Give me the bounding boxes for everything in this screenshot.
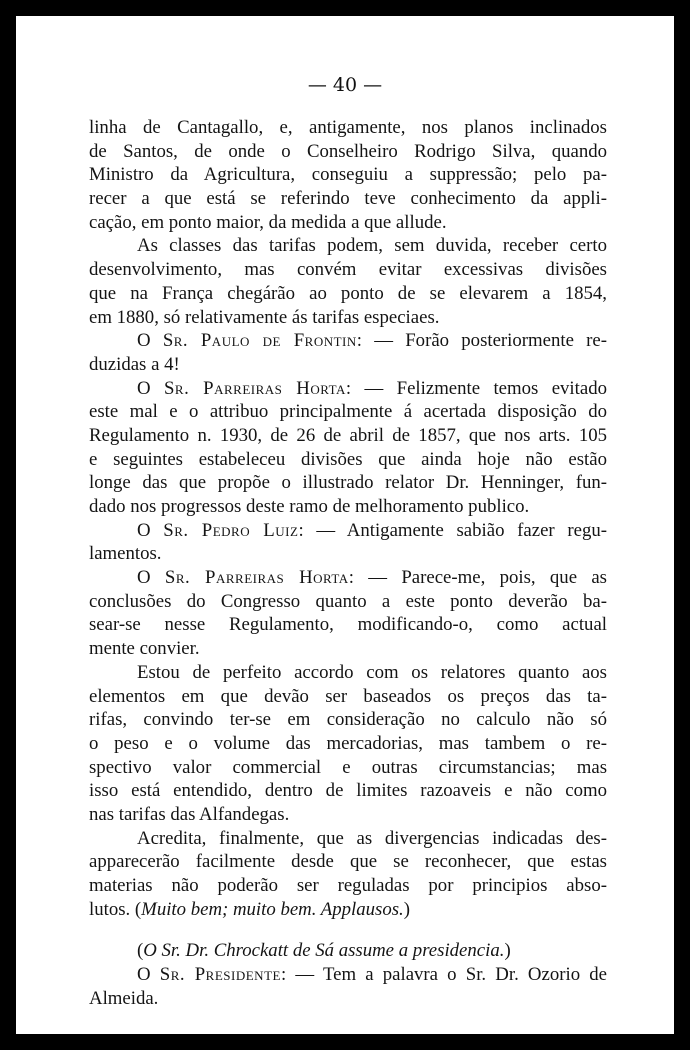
text-fragment: ( <box>137 940 144 962</box>
text-line: duzidas a 4! <box>89 353 180 375</box>
speaker-name: Sr. Parreiras Horta <box>164 567 349 589</box>
text-line: nas tarifas das Alfandegas. <box>89 803 290 825</box>
text-line: dado nos progressos deste ramo de melhoramento publico. <box>89 496 530 517</box>
speech-prefix: O <box>137 377 164 399</box>
text-line: o peso e o volume das mercadorias, mas tambem o re- <box>89 732 607 754</box>
text-line: materias não poderão ser reguladas por principios abso- <box>89 875 607 896</box>
text-line: em 1880, só relativamente ás tarifas especiaes. <box>89 306 440 328</box>
text-line: apparecerão facilmente desde que se reconhecer, que estas <box>89 851 607 873</box>
text-line: rifas, convindo ter-se em consideração no calculo não só <box>89 709 607 731</box>
text-line: Almeida. <box>89 987 159 1009</box>
speech-text: : — Parece-me, pois, que as <box>348 567 607 589</box>
presidency-note <box>89 939 607 963</box>
text-line: linha de Cantagallo, e, antigamente, nos planos inclinados <box>89 117 607 138</box>
speaker-name: Sr. Presidente <box>159 964 281 986</box>
speech-prefix: O <box>137 519 164 541</box>
speech-text: : — Felizmente temos evitado <box>345 377 607 399</box>
speech-luiz <box>89 519 607 543</box>
text-line: Acredita, finalmente, que as divergencias indicadas des- <box>137 827 607 849</box>
text-line: conclusões do Congresso quanto a este ponto deverão ba- <box>89 590 607 612</box>
text-line: recer a que está se referindo teve conhecimento da appli- <box>89 188 607 210</box>
text-line: As classes das tarifas podem, sem duvida, receber certo <box>137 235 607 257</box>
text-line: desenvolvimento, mas convém evitar excessivas divisões <box>89 259 607 281</box>
page-number: — 40 — <box>307 74 383 96</box>
speech-horta-1 <box>89 377 607 401</box>
text-line-applause <box>89 898 607 922</box>
text-line: e seguintes estabeleceu divisões que ainda hoje não estão <box>89 448 607 470</box>
text-fragment: lutos. ( <box>89 898 142 920</box>
speech-horta-2 <box>89 566 607 590</box>
text-line: mente convier. <box>89 638 200 660</box>
speech-text: : — Forão posteriormente re- <box>356 330 608 352</box>
speech-text: : — Tem a palavra o Sr. Dr. Ozorio de <box>280 964 607 986</box>
speech-prefix: O <box>137 330 163 352</box>
page <box>16 16 674 1034</box>
applause-note: Muito bem; muito bem. Applausos. <box>141 898 404 920</box>
text-line: Ministro da Agricultura, conseguiu a suppressão; pelo pa- <box>89 164 607 186</box>
speech-presidente <box>89 963 607 987</box>
text-line: lamentos. <box>89 543 162 565</box>
text-line: de Santos, de onde o Conselheiro Rodrigo Silva, quando <box>89 140 607 162</box>
text-line: elementos em que devão ser baseados os preços das ta- <box>89 685 607 707</box>
speech-text: : — Antigamente sabião fazer regu- <box>298 519 607 541</box>
text-line: Estou de perfeito accordo com os relatores quanto aos <box>137 661 607 683</box>
text-line: este mal e o attribuo principalmente á acertada disposição do <box>89 401 607 423</box>
speaker-name: Sr. Parreiras Horta <box>163 377 346 399</box>
text-line: isso está entendido, dentro de limites razoaveis e não como <box>89 780 607 802</box>
speech-frontin <box>89 329 607 353</box>
speaker-name: Sr. Paulo de Frontin <box>162 330 357 352</box>
text-line: que na França chegárão ao ponto de se elevarem a 1854, <box>89 282 607 304</box>
text-line: Regulamento n. 1930, de 26 de abril de 1857, que nos arts. 105 <box>89 424 607 446</box>
speech-prefix: O <box>137 567 165 589</box>
body-text <box>89 116 607 1010</box>
text-fragment: ) <box>403 898 411 920</box>
speech-prefix: O <box>137 964 160 986</box>
text-line: cação, em ponto maior, da medida a que allude. <box>89 211 447 233</box>
text-line: sear-se nesse Regulamento, modificando-o, como actual <box>89 614 607 636</box>
presidency-note-text: O Sr. Dr. Chrockatt de Sá assume a presidencia. <box>143 940 505 962</box>
text-line: spectivo valor commercial e outras circumstancias; mas <box>89 756 607 778</box>
text-fragment: ) <box>504 940 511 962</box>
text-line: longe das que propõe o illustrado relator Dr. Henninger, fun- <box>89 472 607 494</box>
spacer <box>89 921 607 939</box>
speaker-name: Sr. Pedro Luiz <box>163 519 299 541</box>
